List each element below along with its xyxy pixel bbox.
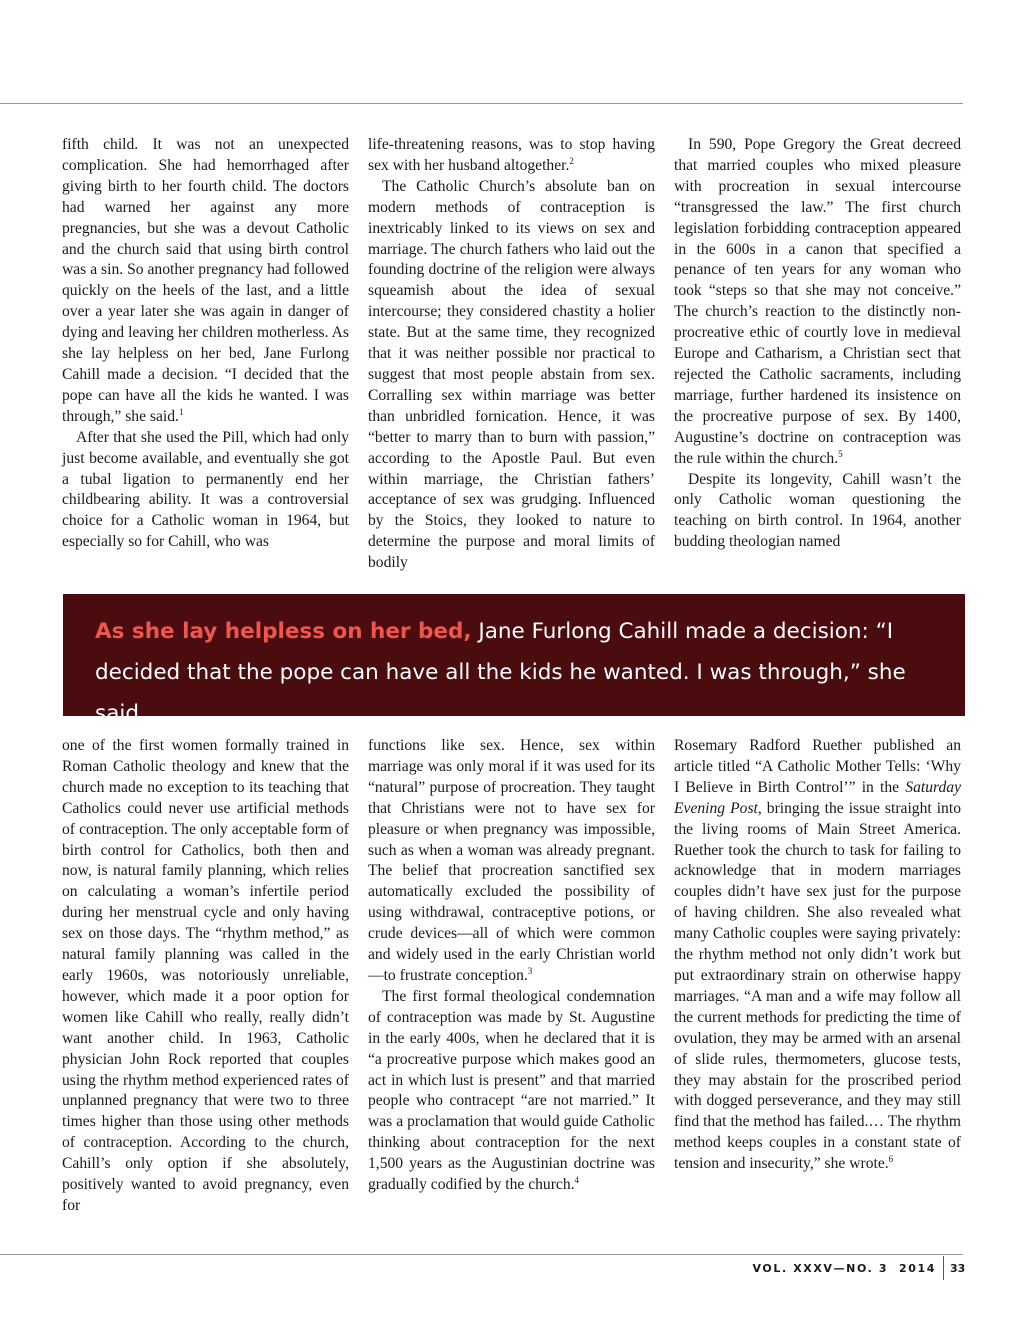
pull-quote	[63, 594, 965, 726]
paragraph: Despite its longevity, Cahill wasn’t the only Catholic woman questioning the teaching on birth control. In 1964, another budding theologian named	[674, 470, 961, 551]
bottom-column-3	[674, 736, 961, 1175]
page-number: 33	[950, 1262, 966, 1275]
bottom-column-2	[368, 736, 655, 1196]
footnote-marker: 3	[527, 965, 533, 976]
paragraph: fifth child. It was not an unexpected complication. She had hemorrhaged after giving birth to her fourth child. The doctors had warned her against any more pregnancies, but she was a devout Catholic and the church said that using birth control was a sin. So another pregnancy had followed quickly on the heels of the last, and a little over a year later she was again in danger of dying and leaving her children motherless. As she lay helpless on her bed, Jane Furlong Cahill made a decision. “I decided that the pope can have all the kids he wanted. I was through,” she said.$^1$	[62, 136, 349, 425]
top-column-3	[674, 135, 961, 553]
paragraph: Rosemary Radford Ruether published an article titled “A Catholic Mother Tells: ‘Why I Believe in Birth Control’” in the Saturday Evening Post, bringing the issue straight into the living rooms of Main Street America. Ruether took the church to task for failing to acknowledge that in modern marriages couples didn’t have sex just for the purpose of having children. She also revealed what many Catholic couples were saying privately: the rhythm method not only didn’t work but put extraordinary strain on otherwise happy marriages. “A man and a wife may follow all the current methods for predicting the time of ovulation, they may be armed with an arsenal of slide rules, thermometers, glucose tests, they may abstain for the proscribed period with dogged perseverance, and they may still find that the method has failed.… The rhythm method keeps couples in a constant state of tension and insecurity,” she wrote.$^6$	[674, 737, 961, 1173]
top-column-1	[62, 135, 349, 553]
paragraph: In 590, Pope Gregory the Great decreed that married couples who mixed pleasure with procreation in sexual intercourse “transgressed the law.” The first church legislation forbidding contraception appeared in the 600s in a canon that specified a penance of ten years for any woman who took “steps so that she may not conceive.” The church’s reaction to the distinctly non-procreative ethic of courtly love in medieval Europe and Catharism, a Christian sect that rejected the Catholic sacraments, including marriage, further hardened its insistence on the procreative purpose of sex. By 1400, Augustine’s doctrine on contraception was the rule within the church.$^5$	[674, 136, 961, 467]
header-rule	[0, 103, 963, 104]
footnote-marker: 2	[569, 155, 574, 166]
pull-quote-text: Jane Furlong Cahill made a decision: “I decided that the pope can have all the kids he wanted. I was through,” she said.	[95, 619, 906, 726]
footnote-marker: 5	[838, 448, 843, 459]
paragraph: The Catholic Church’s absolute ban on modern methods of contraception is inextricably linked to its views on sex and marriage. The church fathers who laid out the founding doctrine of the religion were always squeamish about the idea of sexual intercourse; they considered chastity a holier state. But at the same time, they recognized that it was neither possible nor practical to suggest that most people abstain from sex. Corralling sex within marriage was better than unbridled fornication. Hence, it was “better to marry than to burn with passion,” according to the Apostle Paul. But even within marriage, the Christian fathers’ acceptance of sex was grudging. Influenced by the Stoics, they looked to nature to determine the purpose and moral limits of bodily	[368, 177, 655, 572]
paragraph: functions like sex. Hence, sex within marriage was only moral if it was used for its “natural” purpose of procreation. They taught that Christians were not to have sex for pleasure or when pregnancy was impossible, such as when a woman was already pregnant. The belief that procreation sanctified sex automatically excluded the possibility of using withdrawal, contraceptive potions, or crude devices—all of which were common and widely used in the early Christian world—to frustrate conception.$^3$	[368, 737, 655, 984]
footer-rule	[0, 1254, 963, 1255]
footnote-marker: 1	[178, 406, 184, 417]
paragraph: life-threatening reasons, was to stop having sex with her husband altogether.$^2$	[368, 136, 655, 174]
bottom-column-1	[62, 736, 349, 1217]
paragraph: The first formal theological condemnation of contraception was made by St. Augustine in the early 400s, when he declared that it is “a procreative purpose which makes good an act in which lust is present” and that married people who contracept “are not married.” It was a proclamation that would guide Catholic thinking about contraception for the next 1,500 years as the Augustinian doctrine was gradually codified by the church.$^4$	[368, 987, 655, 1194]
folio-divider	[943, 1256, 944, 1280]
top-column-2	[368, 135, 655, 574]
footnote-marker: 6	[888, 1153, 894, 1164]
pull-quote-lead: As she lay helpless on her bed,	[95, 619, 472, 644]
paragraph: one of the first women formally trained in Roman Catholic theology and knew that the church made no exception to its teaching that Catholics could never use artificial methods of contraception. The only acceptable form of birth control for Catholics, both then and now, is natural family planning, which relies on calculating a woman’s infertile period during her menstrual cycle and only having sex on those days. The “rhythm method,” as natural family planning was called in the early 1960s, was notoriously unreliable, however, which made it a poor option for women like Cahill who really, really didn’t want another child. In 1963, Catholic physician John Rock reported that couples using the rhythm method experienced rates of unplanned pregnancy that were two to three times higher than those using other methods of contraception. According to the church, Cahill’s only option if she absolutely, positively wanted to avoid pregnancy, even for	[62, 737, 349, 1214]
footnote-marker: 4	[574, 1174, 580, 1185]
publication-title: Saturday Evening Post	[674, 778, 961, 817]
paragraph: After that she used the Pill, which had only just become available, and eventually she got a tubal ligation to permanently end her childbearing ability. It was a controversial choice for a Catholic woman in 1964, but especially so for Cahill, who was	[62, 428, 349, 551]
issue-label: VOL. XXXV—NO. 3 2014	[752, 1262, 936, 1275]
